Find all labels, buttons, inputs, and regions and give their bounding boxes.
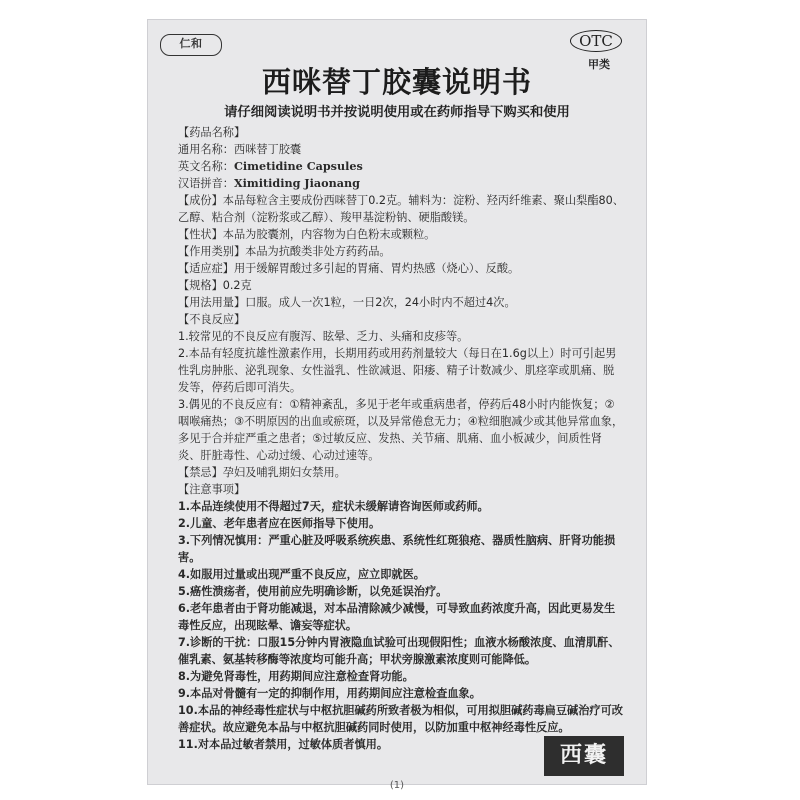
section-adverse: 【不良反应】 bbox=[178, 313, 246, 326]
english-name: Cimetidine Capsules bbox=[233, 159, 363, 173]
pinyin-name-line bbox=[178, 175, 624, 192]
precaution-item: 6.老年患者由于肾功能减退，对本品清除减少减慢，可导致血药浓度升高，因此更易发生毒性反应，出现眩晕、谵妄等症状。 bbox=[178, 602, 616, 632]
category: 【作用类别】本品为抗酸类非处方药药品。 bbox=[178, 245, 391, 258]
adverse-item: 3.偶见的不良反应有：①精神紊乱，多见于老年或重病患者，停药后48小时内能恢复；②咽喉痛热；③不明原因的出血或瘀斑，以及异常倦怠无力；④粒细胞减少或其他异常血象，多见于合并症严重之患者；⑤过敏反应、发热、关节痛、肌痛、血小板减少，间质性肾炎、肝脏毒性、心动过缓、心动过速等。 bbox=[178, 398, 624, 462]
precaution-item: 4.如服用过量或出现严重不良反应，应立即就医。 bbox=[178, 568, 425, 581]
precaution-item: 8.为避免肾毒性，用药期间应注意检查肾功能。 bbox=[178, 670, 414, 683]
otc-badge: OTC bbox=[570, 30, 622, 52]
precaution-item: 3.下列情况慎用：严重心脏及呼吸系统疾患、系统性红斑狼疮、器质性脑病、肝肾功能损害。 bbox=[178, 534, 616, 564]
appearance: 【性状】本品为胶囊剂，内容物为白色粉末或颗粒。 bbox=[178, 228, 436, 241]
english-name-label: 英文名称： bbox=[178, 160, 234, 173]
pinyin-name: Ximitiding Jiaonang bbox=[233, 176, 360, 190]
precaution-item: 10.本品的神经毒性症状与中枢抗胆碱药所致者极为相似，可用拟胆碱药毒扁豆碱治疗可改善症状。故应避免本品与中枢抗胆碱药同时使用，以防加重中枢神经毒性反应。 bbox=[178, 704, 623, 734]
precaution-item: 11.对本品过敏者禁用，过敏体质者慎用。 bbox=[178, 738, 389, 751]
precaution-item: 5.癌性溃疡者，使用前应先明确诊断，以免延误治疗。 bbox=[178, 585, 448, 598]
specification: 【规格】0.2克 bbox=[178, 279, 252, 292]
usage-notice: 请仔细阅读说明书并按说明使用或在药师指导下购买和使用 bbox=[224, 105, 570, 120]
section-drug-name: 【药品名称】 bbox=[178, 126, 246, 139]
page-number: (1) bbox=[389, 780, 405, 791]
document-body bbox=[178, 124, 624, 753]
composition: 【成份】本品每粒含主要成份西咪替丁0.2克。辅料为：淀粉、羟丙纤维素、聚山梨酯80、乙醇、粘合剂（淀粉浆或乙醇）、羧甲基淀粉钠、硬脂酸镁。 bbox=[178, 194, 624, 224]
instruction-sheet bbox=[148, 20, 646, 791]
dosage: 【用法用量】口服。成人一次1粒，一日2次，24小时内不超过4次。 bbox=[178, 296, 516, 309]
section-precautions: 【注意事项】 bbox=[178, 483, 246, 496]
precaution-item: 9.本品对骨髓有一定的抑制作用，用药期间应注意检查血象。 bbox=[178, 687, 481, 700]
abbreviation-stamp: 西囊 bbox=[544, 736, 624, 776]
english-name-line bbox=[178, 158, 624, 175]
precaution-item: 7.诊断的干扰：口服15分钟内胃液隐血试验可出现假阳性；血液水杨酸浓度、血清肌酐、催乳素、氨基转移酶等浓度均可能升高；甲状旁腺激素浓度则可能降低。 bbox=[178, 636, 620, 666]
pinyin-name-label: 汉语拼音： bbox=[178, 177, 234, 190]
precaution-item: 2.儿童、老年患者应在医师指导下使用。 bbox=[178, 517, 381, 530]
adverse-item: 2.本品有轻度抗雄性激素作用，长期用药或用药剂量较大（每日在1.6g以上）时可引起男性乳房肿胀、泌乳现象、女性溢乳、性欲减退、阳痿、精子计数减少、肌痉挛或肌痛、脱发等，停药后即可消失。 bbox=[178, 347, 617, 394]
contraindications: 【禁忌】孕妇及哺乳期妇女禁用。 bbox=[178, 466, 346, 479]
otc-class: 甲类 bbox=[588, 58, 610, 71]
document-title: 西咪替丁胶囊说明书 bbox=[261, 65, 532, 99]
generic-name: 通用名称：西咪替丁胶囊 bbox=[178, 143, 302, 156]
indications: 【适应症】用于缓解胃酸过多引起的胃痛、胃灼热感（烧心）、反酸。 bbox=[178, 262, 520, 275]
adverse-item: 1.较常见的不良反应有腹泻、眩晕、乏力、头痛和皮疹等。 bbox=[178, 330, 469, 343]
precaution-item: 1.本品连续使用不得超过7天，症状未缓解请咨询医师或药师。 bbox=[178, 500, 489, 513]
brand-logo: 仁和 bbox=[160, 34, 222, 56]
